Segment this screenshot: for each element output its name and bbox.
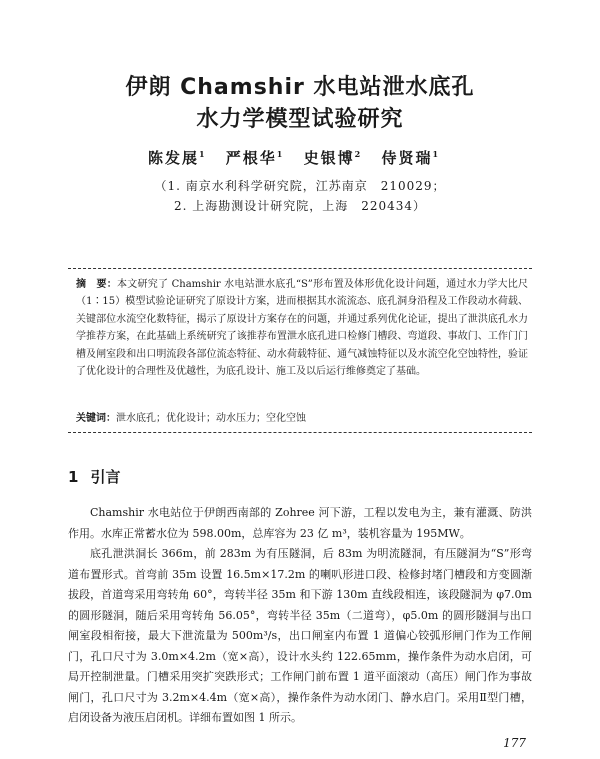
author-name: 严根华 [225,149,277,167]
title-line-1: 伊朗 Chamshir 水电站泄水底孔 [125,75,475,100]
affiliation-line-1: （1. 南京水利科学研究院，江苏南京 210029； [154,179,446,193]
abstract-top-divider [68,268,532,269]
keywords-label: 关键词： [76,413,116,424]
section-number: 1 [68,468,79,486]
author-name: 陈发展 [147,149,199,167]
body-paragraph-1: Chamshir 水电站位于伊朗西南部的 Zohree 河下游，工程以发电为主，兼有灌溉、防洪作用。水库正常蓄水位为 598.00m，总库容为 23 亿 m³，装机容量为 195MW。 [68,506,532,540]
abstract-block [76,276,528,380]
author-affiliation-mark: 1 [432,149,439,159]
author-name: 侍贤瑞 [381,149,433,167]
author-affiliation-mark: 2 [354,149,361,159]
keywords-text: 泄水底孔；优化设计；动水压力；空化空蚀 [116,413,306,424]
title-line-2: 水力学模型试验研究 [196,107,404,132]
body-paragraph-2: 底孔泄洪洞长 366m，前 283m 为有压隧洞，后 83m 为明流隧洞，有压隧洞为“S”形弯道布置形式。首弯前 35m 设置 16.5m×17.2m 的喇叭形进口段、检修封堵门槽段和方变圆渐拔段，首道弯采用弯转角 60°，弯转半径 35m 和下游 130m 直线段相连，该段隧洞为 φ7.0m 的圆形隧洞，随后采用弯转角 56.05°，弯转半径 35m（二道弯），φ5.0m 的圆形隧洞与出口闸室段相衔接，最大下泄流量为 500m³/s，出口闸室内布置 1 道偏心铰弧形闸门作为工作闸门，孔口尺寸为 3.0m×4.2m（宽×高），设计水头约 122.65mm，操作条件为动水启闭，可局开控制泄量。门槽采用突扩突跌形式；工作闸门前布置 1 道平面滚动（高压）闸门作为事故闸门，孔口尺寸为 3.2m×4.4m（宽×高），操作条件为动水闭门、静水启门。采用Ⅱ型门槽，启闭设备为液压启闭机。详细布置如图 1 所示。 [68,547,532,724]
page-number: 177 [503,736,526,750]
author-list [0,147,600,168]
section-title: 引言 [90,468,121,486]
abstract-bottom-divider [68,432,532,433]
keywords-block [76,409,528,424]
abstract-label: 摘 要： [76,279,117,290]
author-affiliation-mark: 1 [198,149,205,159]
section-heading [68,466,120,487]
abstract-text: 本文研究了 Chamshir 水电站泄水底孔“S”形布置及体形优化设计问题，通过水力学大比尺（1∶15）模型试验论证研究了原设计方案，进而根据其水流流态、底孔洞身沿程及工作段动水荷载、关键部位水流空化数特征，揭示了原设计方案存在的问题，并通过系列优化论证，提出了泄洪底孔水力学推荐方案，在此基础上系统研究了该推荐布置泄水底孔进口检修门槽段、弯道段、事故门、工作门门槽及闸室段和出口明流段各部位流态特征、动水荷载特征、通气减蚀特征以及水流空化空蚀特性，验证了优化设计的合理性及优越性，为底孔设计、施工及以后运行维修奠定了基础。 [76,279,529,378]
author-affiliation-mark: 1 [276,149,283,159]
affiliation-line-2: 2. 上海勘测设计研究院，上海 220434） [173,199,427,213]
author-name: 史银博 [303,149,355,167]
body-text [68,503,532,729]
